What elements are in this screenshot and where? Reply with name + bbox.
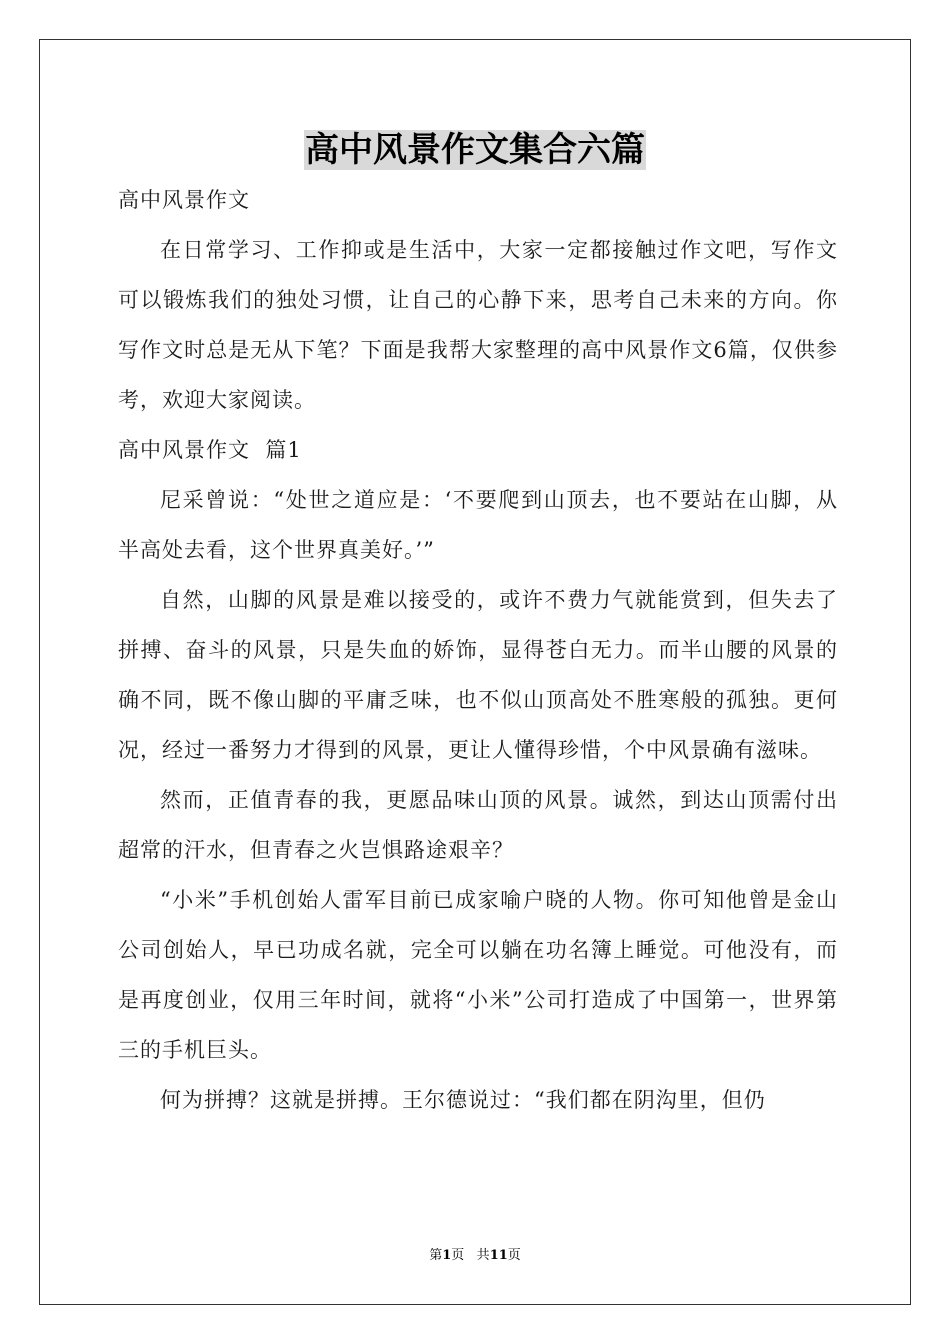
body-paragraph: 尼采曾说：“处世之道应是：‘不要爬到山顶去，也不要站在山脚，从半高处去看，这个世界真美好。’” <box>118 488 838 562</box>
footer-total-pages: 11 <box>489 1248 508 1263</box>
document-title-text: 高中风景作文集合六篇 <box>305 130 645 170</box>
footer-total-prefix: 共 <box>476 1248 490 1263</box>
document-body <box>118 175 838 1125</box>
section-heading: 高中风景作文 <box>118 188 250 212</box>
footer-page-suffix: 页 <box>451 1248 465 1263</box>
body-paragraph: 在日常学习、工作抑或是生活中，大家一定都接触过作文吧，写作文可以锻炼我们的独处习惯，让自己的心静下来，思考自己未来的方向。你写作文时总是无从下笔？下面是我帮大家整理的高中风景作文6篇，仅供参考，欢迎大家阅读。 <box>118 238 838 412</box>
document-title <box>0 128 950 172</box>
body-paragraph: 然而，正值青春的我，更愿品味山顶的风景。诚然，到达山顶需付出超常的汗水，但青春之火岂惧路途艰辛？ <box>118 788 838 862</box>
footer-page-number: 1 <box>442 1248 452 1263</box>
footer-prefix: 第 <box>429 1248 443 1263</box>
body-paragraph: “小米”手机创始人雷军目前已成家喻户晓的人物。你可知他曾是金山公司创始人，早已功成名就，完全可以躺在功名簿上睡觉。可他没有，而是再度创业，仅用三年时间，就将“小米”公司打造成了中国第一，世界第三的手机巨头。 <box>118 888 838 1062</box>
section-heading: 高中风景作文 篇1 <box>118 438 302 462</box>
page-footer <box>0 1246 950 1266</box>
footer-total-suffix: 页 <box>507 1248 521 1263</box>
body-paragraph: 自然，山脚的风景是难以接受的，或许不费力气就能赏到，但失去了拼搏、奋斗的风景，只是失血的娇饰，显得苍白无力。而半山腰的风景的确不同，既不像山脚的平庸乏味，也不似山顶高处不胜寒般的孤独。更何况，经过一番努力才得到的风景，更让人懂得珍惜，个中风景确有滋味。 <box>118 588 838 762</box>
body-paragraph: 何为拼搏？这就是拼搏。王尔德说过：“我们都在阴沟里，但仍 <box>160 1088 766 1112</box>
